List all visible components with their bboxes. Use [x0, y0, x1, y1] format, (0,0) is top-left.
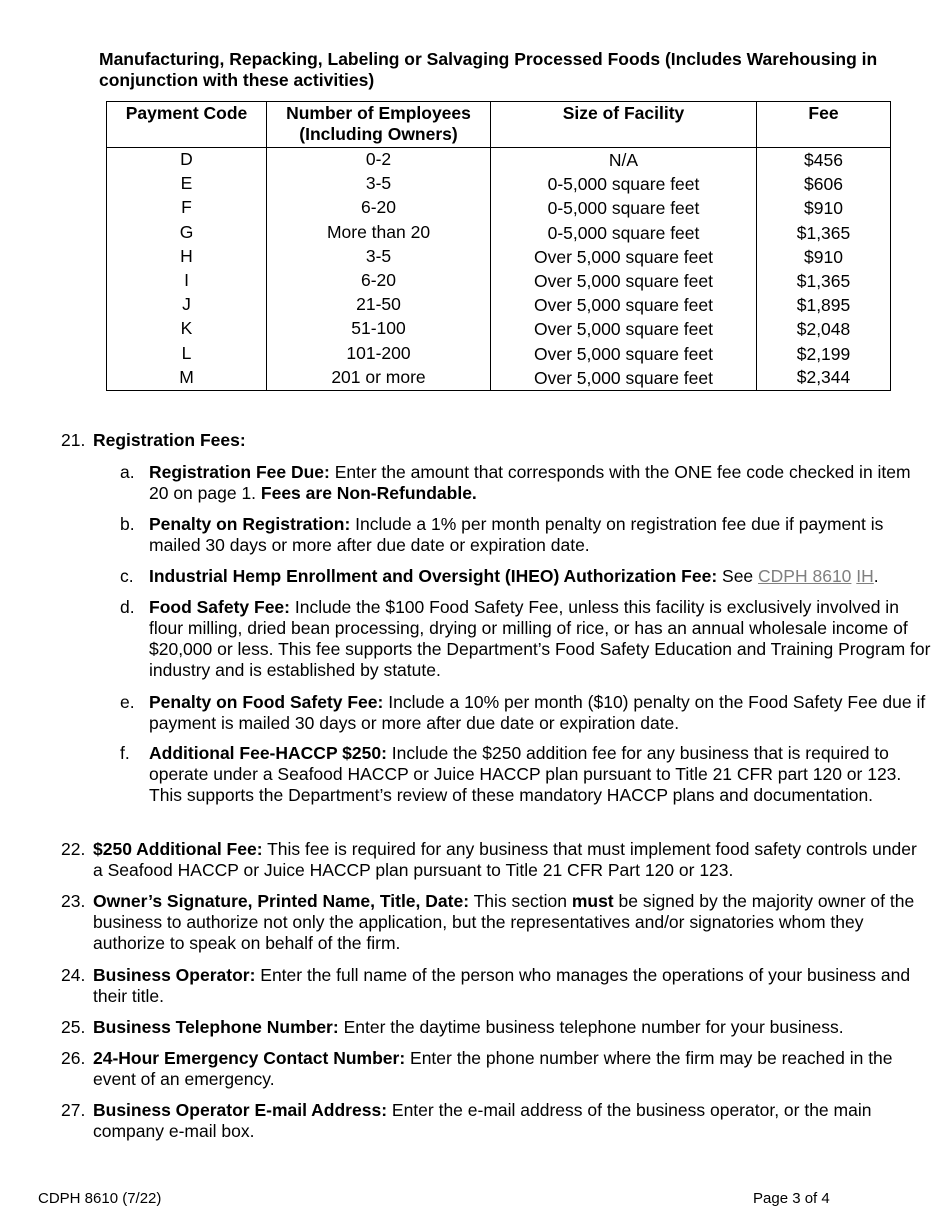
sub-item-bold: Food Safety Fee:	[149, 597, 290, 617]
sub-item-letter: b.	[120, 514, 135, 534]
cell-employees: 6-20	[267, 196, 491, 220]
sub-item-text	[149, 692, 931, 734]
item-text	[93, 1048, 923, 1090]
sub-item-bold: Registration Fee Due:	[149, 462, 330, 482]
cell-code: H	[107, 245, 267, 269]
item-bold: Business Telephone Number:	[93, 1017, 339, 1037]
non-refundable-notice: Fees are Non-Refundable.	[260, 483, 477, 503]
item-body: Enter the e-mail address of the business operator, or the main company e-mail box.	[93, 1100, 872, 1141]
item-number: 23.	[61, 891, 86, 911]
cell-size: N/A	[491, 148, 757, 173]
sub-item-body: Include a 1% per month penalty on registration fee due if payment is mailed 30 days or more after due date or expiration date.	[149, 514, 884, 555]
item-body: Enter the full name of the person who manages the operations of your business and their title.	[93, 965, 911, 1006]
sub-item-text	[149, 566, 931, 587]
sub-item-letter: d.	[120, 597, 135, 617]
ih-link[interactable]: IH	[856, 566, 874, 586]
item-bold: $250 Additional Fee:	[93, 839, 263, 859]
cdph-8610-link[interactable]: CDPH 8610	[758, 566, 852, 586]
item-bold: 24-Hour Emergency Contact Number:	[93, 1048, 406, 1068]
item-number: 26.	[61, 1048, 86, 1068]
cell-fee: $2,344	[757, 366, 891, 391]
item-number: 27.	[61, 1100, 86, 1120]
table-row	[107, 172, 891, 196]
cell-size: 0-5,000 square feet	[491, 221, 757, 245]
table-row	[107, 221, 891, 245]
cell-size: Over 5,000 square feet	[491, 342, 757, 366]
cell-fee: $1,365	[757, 269, 891, 293]
section-title: Manufacturing, Repacking, Labeling or Salvaging Processed Foods (Includes Warehousing in conjunction with these activities)	[99, 49, 878, 90]
item-bold: Business Operator:	[93, 965, 256, 985]
header-size-of-facility: Size of Facility	[491, 102, 757, 148]
cell-fee: $2,048	[757, 317, 891, 341]
cell-code: E	[107, 172, 267, 196]
cell-fee: $910	[757, 245, 891, 269]
sub-item-bold: Industrial Hemp Enrollment and Oversight (IHEO) Authorization Fee:	[149, 566, 718, 586]
sub-item-end: .	[873, 566, 879, 586]
header-payment-code: Payment Code	[107, 102, 267, 148]
cell-fee: $1,895	[757, 293, 891, 317]
cell-size: Over 5,000 square feet	[491, 269, 757, 293]
header-employees-line1: Number of Employees	[286, 103, 471, 123]
sub-item-body: Enter the amount that corresponds with the ONE fee code checked in item 20 on page 1.	[149, 462, 911, 503]
table-row	[107, 366, 891, 391]
item-body-continued: be signed by the majority owner of the business to authorize not only the application, but the representatives and/or signatories whom they authorize to speak on behalf of the firm.	[93, 891, 915, 953]
cell-employees: 0-2	[267, 148, 491, 173]
cell-employees: 101-200	[267, 342, 491, 366]
sub-item-bold: Penalty on Food Safety Fee:	[149, 692, 384, 712]
cell-code: I	[107, 269, 267, 293]
cell-size: 0-5,000 square feet	[491, 196, 757, 220]
cell-size: Over 5,000 square feet	[491, 245, 757, 269]
table-row	[107, 245, 891, 269]
sub-item-letter: a.	[120, 462, 135, 482]
item-number: 24.	[61, 965, 86, 985]
sub-item-text	[149, 514, 931, 556]
item-text	[93, 1100, 923, 1142]
item-number: 21.	[61, 430, 86, 450]
fee-table	[106, 101, 891, 391]
sub-item-text	[149, 743, 931, 806]
cell-code: M	[107, 366, 267, 391]
cell-employees: 3-5	[267, 245, 491, 269]
cell-employees: 51-100	[267, 317, 491, 341]
sub-item-text	[149, 597, 931, 681]
item-text	[93, 891, 923, 954]
table-header-row	[107, 102, 891, 148]
item-text	[93, 1017, 923, 1038]
item-text	[93, 965, 923, 1007]
sub-item-body: See	[717, 566, 759, 586]
cell-code: F	[107, 196, 267, 220]
sub-item-body: Include the $100 Food Safety Fee, unless this facility is exclusively involved in flour milling, dried bean processing, drying or milling of rice, or has an annual wholesale income of $20,000 or less. This fee supports the Department’s Food Safety Education and Training Program for industry and is established by statute.	[149, 597, 931, 680]
header-number-of-employees	[267, 102, 491, 148]
cell-fee: $910	[757, 196, 891, 220]
item-title	[93, 430, 923, 451]
item-bold: Business Operator E-mail Address:	[93, 1100, 388, 1120]
cell-fee: $606	[757, 172, 891, 196]
sub-item-body: Include the $250 addition fee for any business that is required to operate under a Seafood HACCP or Juice HACCP plan pursuant to Title 21 CFR part 120 or 123. This supports the Department’s review of these mandatory HACCP plans and documentation.	[149, 743, 902, 805]
item-body: Enter the phone number where the firm may be reached in the event of an emergency.	[93, 1048, 893, 1089]
table-row	[107, 342, 891, 366]
item-emphasis: must	[571, 891, 614, 911]
cell-size: Over 5,000 square feet	[491, 317, 757, 341]
cell-size: Over 5,000 square feet	[491, 293, 757, 317]
cell-fee: $1,365	[757, 221, 891, 245]
sub-item-letter: e.	[120, 692, 135, 712]
sub-item-body: Include a 10% per month ($10) penalty on the Food Safety Fee due if payment is mailed 30 days or more after due date or expiration date.	[149, 692, 926, 733]
cell-size: Over 5,000 square feet	[491, 366, 757, 391]
footer-page-number: Page 3 of 4	[753, 1190, 830, 1207]
sub-item-letter: f.	[120, 743, 130, 763]
item-body: Enter the daytime business telephone number for your business.	[338, 1017, 844, 1037]
table-row	[107, 317, 891, 341]
cell-employees: 201 or more	[267, 366, 491, 391]
sub-item-text	[149, 462, 931, 504]
sub-item-bold: Penalty on Registration:	[149, 514, 351, 534]
cell-size: 0-5,000 square feet	[491, 172, 757, 196]
cell-code: K	[107, 317, 267, 341]
cell-code: D	[107, 148, 267, 173]
cell-code: G	[107, 221, 267, 245]
cell-employees: 21-50	[267, 293, 491, 317]
registration-fees-heading: Registration Fees:	[93, 430, 246, 450]
item-body: This fee is required for any business that must implement food safety controls under a Seafood HACCP or Juice HACCP plan pursuant to Title 21 CFR Part 120 or 123.	[93, 839, 917, 880]
sub-item-bold: Additional Fee-HACCP $250:	[149, 743, 387, 763]
item-number: 25.	[61, 1017, 86, 1037]
sub-item-letter: c.	[120, 566, 134, 586]
header-employees-line2: (Including Owners)	[299, 124, 458, 144]
header-fee: Fee	[757, 102, 891, 148]
cell-employees: 3-5	[267, 172, 491, 196]
table-row	[107, 196, 891, 220]
cell-code: L	[107, 342, 267, 366]
table-row	[107, 293, 891, 317]
footer-form-id: CDPH 8610 (7/22)	[38, 1190, 162, 1207]
item-bold: Owner’s Signature, Printed Name, Title, Date:	[93, 891, 470, 911]
cell-employees: More than 20	[267, 221, 491, 245]
table-row	[107, 269, 891, 293]
cell-code: J	[107, 293, 267, 317]
table-row	[107, 148, 891, 173]
item-text	[93, 839, 923, 881]
cell-fee: $2,199	[757, 342, 891, 366]
item-body: This section	[469, 891, 572, 911]
item-number: 22.	[61, 839, 86, 859]
cell-employees: 6-20	[267, 269, 491, 293]
cell-fee: $456	[757, 148, 891, 173]
